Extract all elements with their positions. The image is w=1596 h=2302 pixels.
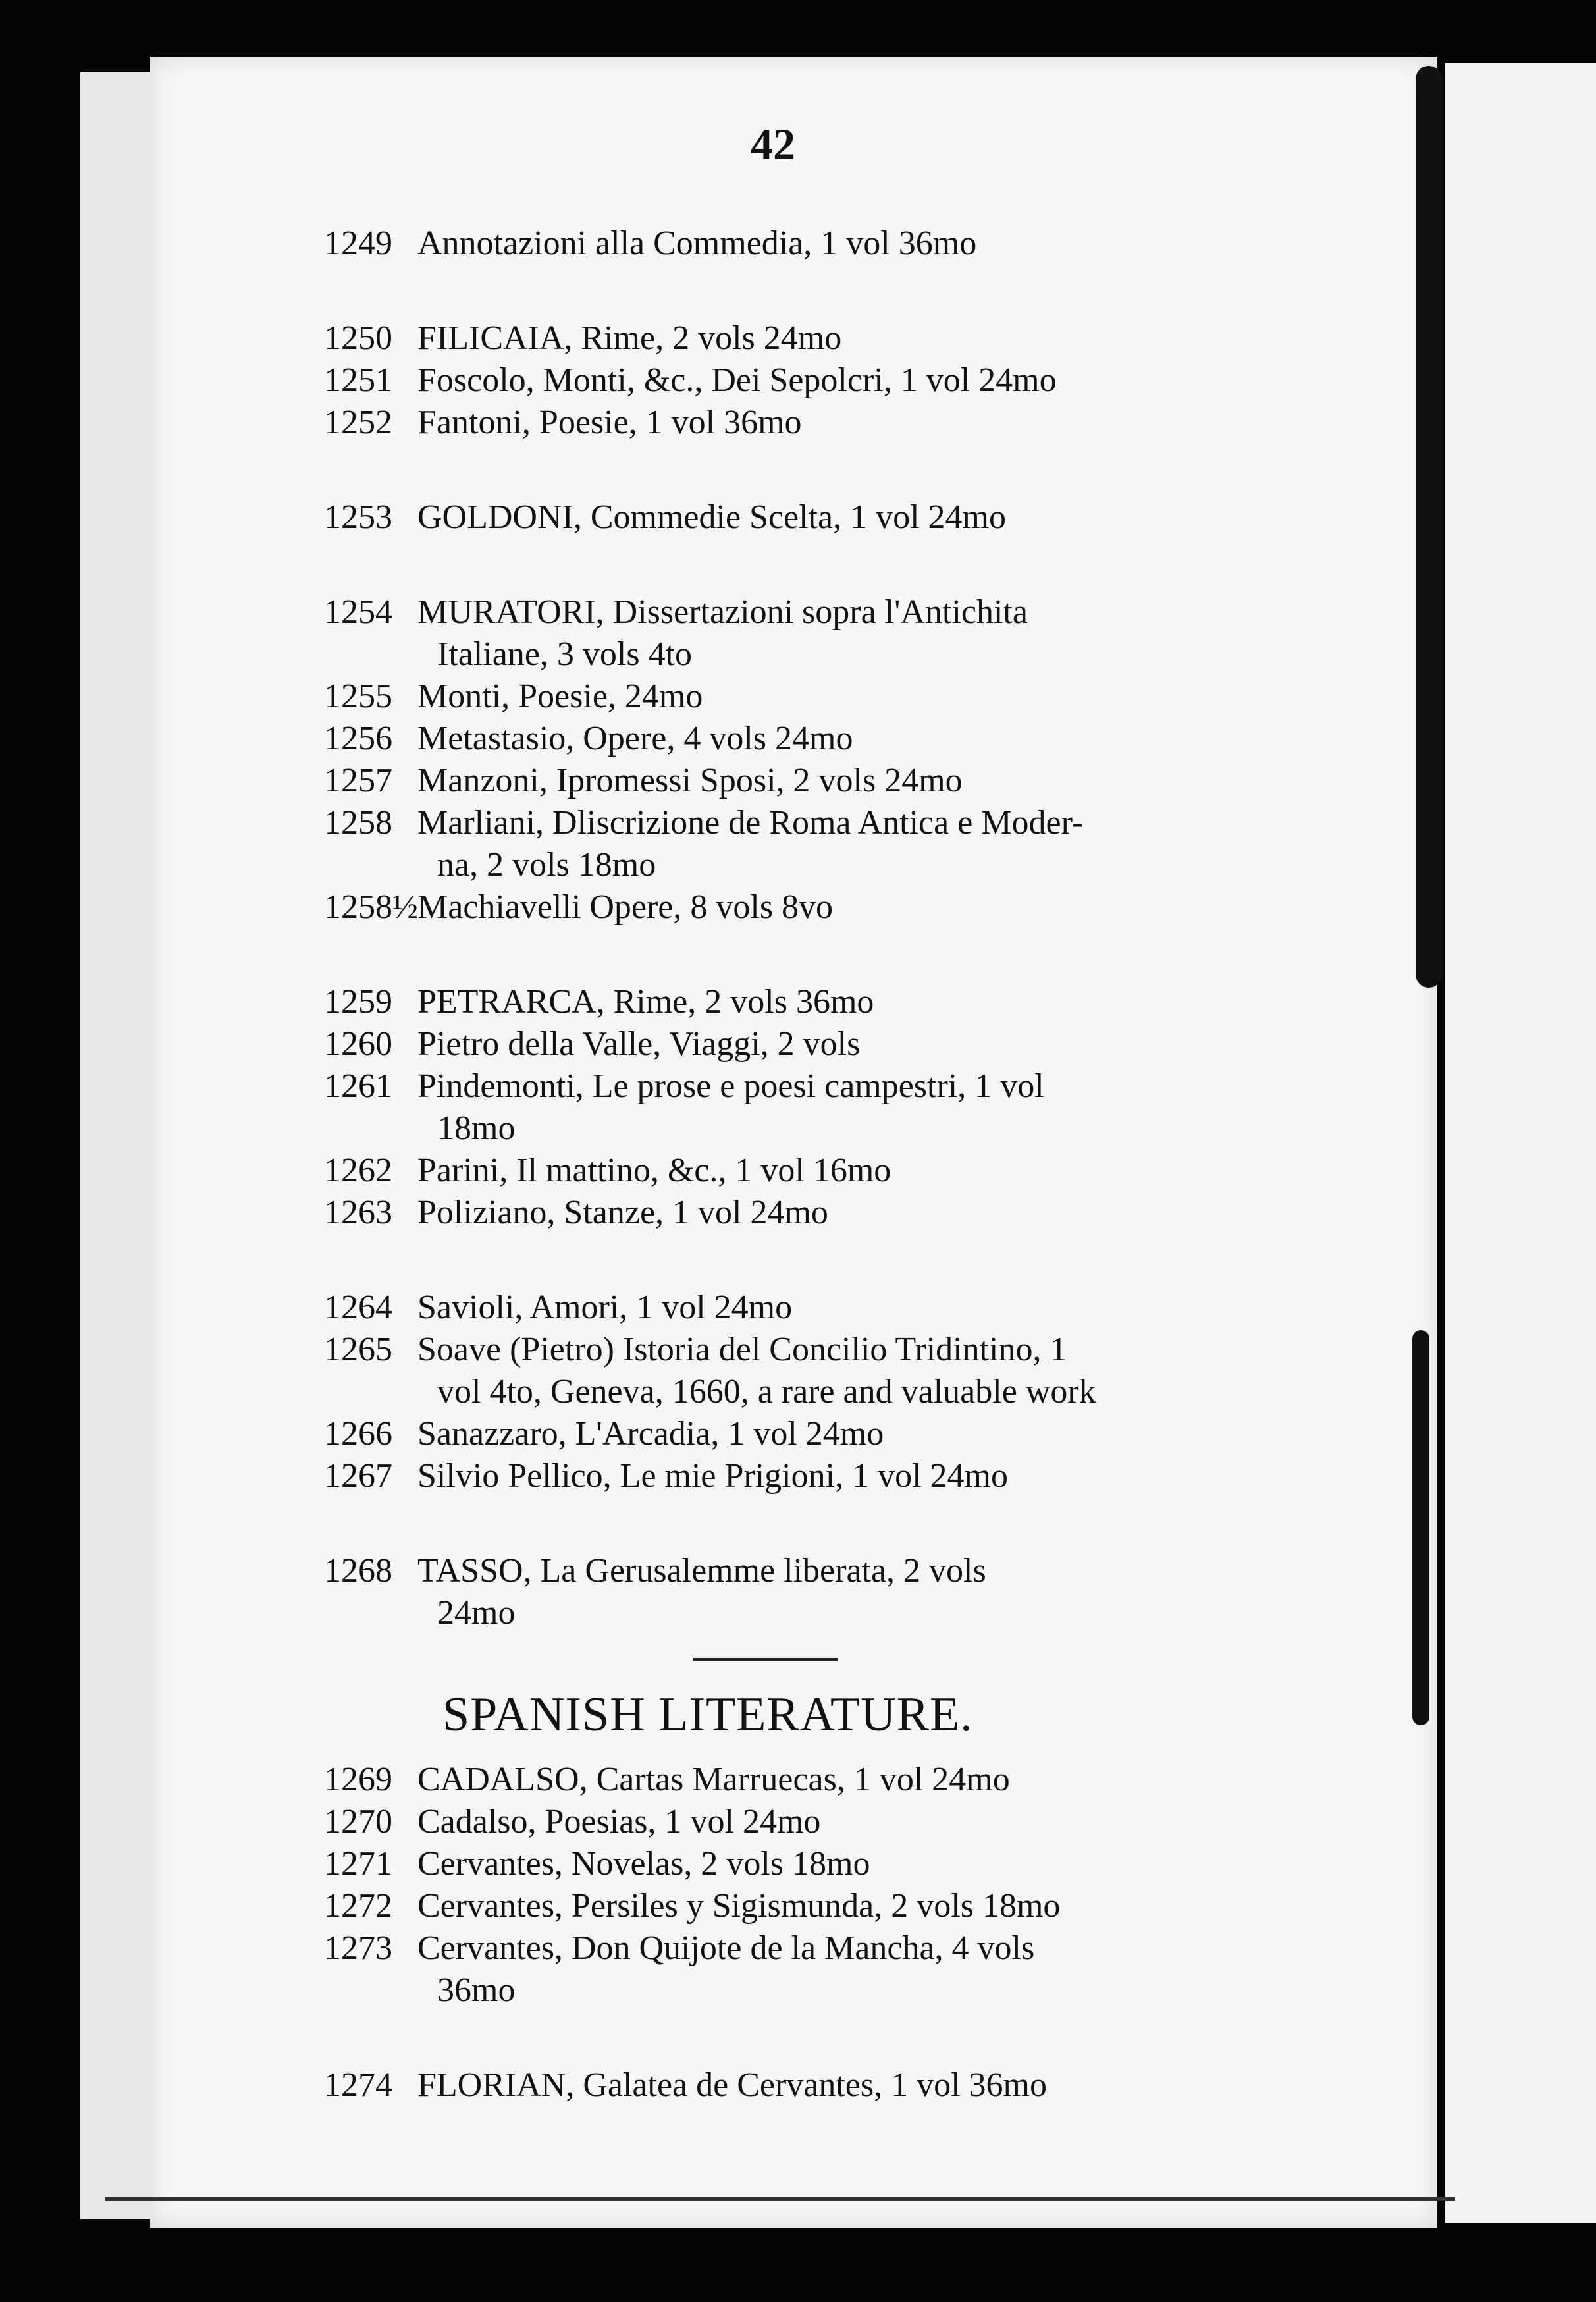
entry-title: Savioli, Amori, 1 vol 24mo xyxy=(417,1289,793,1326)
entry-title: Cervantes, Persiles y Sigismunda, 2 vols 18mo xyxy=(417,1887,1061,1925)
catalog-entry xyxy=(324,1150,1219,1192)
entry-continuation: vol 4to, Geneva, 1660, a rare and valuable work xyxy=(437,1373,1096,1410)
entry-number: 1270 xyxy=(324,1803,392,1840)
entry-title: Monti, Poesie, 24mo xyxy=(417,678,703,715)
entry-number: 1263 xyxy=(324,1194,392,1231)
entry-number: 1264 xyxy=(324,1289,392,1326)
entry-description xyxy=(416,1065,1219,1150)
entry-number: 1258½ xyxy=(324,888,418,926)
entry-description xyxy=(416,1455,1219,1497)
entry-number: 1257 xyxy=(324,762,392,799)
entry-group-gap xyxy=(324,539,1219,591)
entry-title: CADALSO, Cartas Marruecas, 1 vol 24mo xyxy=(417,1761,1010,1798)
entry-number: 1259 xyxy=(324,983,392,1021)
entry-title: Foscolo, Monti, &c., Dei Sepolcri, 1 vol 24mo xyxy=(417,361,1057,399)
entry-title: Marliani, Dliscrizione de Roma Antica e Moder- xyxy=(417,804,1084,842)
entry-title: Annotazioni alla Commedia, 1 vol 36mo xyxy=(417,225,977,262)
entry-description xyxy=(416,317,1219,360)
entry-title: Poliziano, Stanze, 1 vol 24mo xyxy=(417,1194,828,1231)
entry-title: Cadalso, Poesias, 1 vol 24mo xyxy=(417,1803,821,1840)
entry-number: 1274 xyxy=(324,2066,392,2104)
entry-description xyxy=(416,981,1219,1023)
entry-group-gap xyxy=(324,928,1219,981)
catalog-entry xyxy=(324,317,1219,360)
entry-title: PETRARCA, Rime, 2 vols 36mo xyxy=(417,983,874,1021)
entry-description xyxy=(416,1150,1219,1192)
entry-number: 1268 xyxy=(324,1552,392,1590)
entry-description xyxy=(416,1287,1219,1329)
entry-description xyxy=(416,1329,1219,1413)
spanish-entries xyxy=(324,1759,1219,2106)
catalog-entry xyxy=(324,1927,1219,2012)
entry-description xyxy=(416,591,1219,676)
entry-number: 1271 xyxy=(324,1845,392,1883)
entry-description xyxy=(416,1801,1219,1843)
catalog-entry xyxy=(324,1801,1219,1843)
catalog-entry xyxy=(324,886,1219,928)
catalog-entry xyxy=(324,1455,1219,1497)
entry-continuation: na, 2 vols 18mo xyxy=(437,846,656,884)
catalog-entry xyxy=(324,1023,1219,1065)
entry-number: 1272 xyxy=(324,1887,392,1925)
entry-number: 1251 xyxy=(324,361,392,399)
entry-title: Pindemonti, Le prose e poesi campestri, 1 vol xyxy=(417,1067,1044,1105)
entry-title: TASSO, La Gerusalemme liberata, 2 vols xyxy=(417,1552,986,1590)
entry-title: Soave (Pietro) Istoria del Concilio Tridintino, 1 xyxy=(417,1331,1067,1368)
catalog-entry xyxy=(324,1843,1219,1885)
entry-continuation: 36mo xyxy=(437,1971,516,2009)
entry-number: 1250 xyxy=(324,319,392,357)
entry-title: Machiavelli Opere, 8 vols 8vo xyxy=(417,888,834,926)
entry-description xyxy=(416,760,1219,802)
entry-title: Silvio Pellico, Le mie Prigioni, 1 vol 24mo xyxy=(417,1457,1008,1495)
catalog-entry xyxy=(324,1550,1219,1634)
entry-title: FILICAIA, Rime, 2 vols 24mo xyxy=(417,319,842,357)
entry-description xyxy=(416,1759,1219,1801)
entry-continuation: 18mo xyxy=(437,1110,516,1147)
catalog-entry xyxy=(324,1759,1219,1801)
entry-number: 1265 xyxy=(324,1331,392,1368)
binding-shadow xyxy=(1416,66,1442,988)
entry-description xyxy=(416,360,1219,402)
entry-description xyxy=(416,1413,1219,1455)
catalog-entry xyxy=(324,360,1219,402)
entry-description xyxy=(416,1550,1219,1634)
entry-description xyxy=(416,223,1219,265)
entry-description xyxy=(416,402,1219,444)
entry-number: 1255 xyxy=(324,678,392,715)
entry-title: Sanazzaro, L'Arcadia, 1 vol 24mo xyxy=(417,1415,884,1453)
entry-number: 1252 xyxy=(324,404,392,441)
entry-description xyxy=(416,802,1219,886)
section-divider xyxy=(693,1658,838,1661)
entry-group-gap xyxy=(324,265,1219,317)
entry-number: 1260 xyxy=(324,1025,392,1063)
entry-number: 1253 xyxy=(324,498,392,536)
entry-description xyxy=(416,1927,1219,2012)
entry-description xyxy=(416,1023,1219,1065)
catalog-entries xyxy=(324,223,1219,2106)
entry-number: 1254 xyxy=(324,593,392,631)
catalog-entry xyxy=(324,1329,1219,1413)
entry-group-gap xyxy=(324,2012,1219,2064)
catalog-entry xyxy=(324,402,1219,444)
binding-shadow-lower xyxy=(1412,1330,1429,1725)
entry-description xyxy=(416,886,1219,928)
entry-title: GOLDONI, Commedie Scelta, 1 vol 24mo xyxy=(417,498,1006,536)
entry-description xyxy=(416,1885,1219,1927)
facing-page-edge xyxy=(1445,63,1596,2223)
entry-description xyxy=(416,496,1219,539)
entry-number: 1256 xyxy=(324,720,392,757)
entry-title: Cervantes, Novelas, 2 vols 18mo xyxy=(417,1845,870,1883)
entry-number: 1261 xyxy=(324,1067,392,1105)
entry-number: 1269 xyxy=(324,1761,392,1798)
entry-title: Metastasio, Opere, 4 vols 24mo xyxy=(417,720,853,757)
entry-continuation: 24mo xyxy=(437,1594,516,1632)
entry-title: Parini, Il mattino, &c., 1 vol 16mo xyxy=(417,1152,891,1189)
catalog-entry xyxy=(324,1065,1219,1150)
entry-title: Fantoni, Poesie, 1 vol 36mo xyxy=(417,404,802,441)
entry-description xyxy=(416,718,1219,760)
catalog-entry xyxy=(324,1287,1219,1329)
entry-description xyxy=(416,1843,1219,1885)
entry-number: 1258 xyxy=(324,804,392,842)
catalog-entry xyxy=(324,1885,1219,1927)
catalog-entry xyxy=(324,496,1219,539)
entry-number: 1267 xyxy=(324,1457,392,1495)
catalog-entry xyxy=(324,1413,1219,1455)
italian-entries xyxy=(324,223,1219,1634)
entry-number: 1266 xyxy=(324,1415,392,1453)
entry-group-gap xyxy=(324,1234,1219,1287)
entry-continuation: Italiane, 3 vols 4to xyxy=(437,635,693,673)
section-heading: SPANISH LITERATURE. xyxy=(442,1688,973,1742)
catalog-entry xyxy=(324,760,1219,802)
entry-description xyxy=(416,676,1219,718)
entry-title: Manzoni, Ipromessi Sposi, 2 vols 24mo xyxy=(417,762,963,799)
catalog-entry xyxy=(324,981,1219,1023)
entry-number: 1249 xyxy=(324,225,392,262)
entry-group-gap xyxy=(324,444,1219,496)
page-bottom-edge xyxy=(105,2197,1455,2201)
previous-page-edge xyxy=(80,72,154,2219)
entry-title: FLORIAN, Galatea de Cervantes, 1 vol 36mo xyxy=(417,2066,1048,2104)
catalog-entry xyxy=(324,802,1219,886)
entry-description xyxy=(416,1192,1219,1234)
entry-group-gap xyxy=(324,1497,1219,1550)
entry-title: MURATORI, Dissertazioni sopra l'Antichita xyxy=(417,593,1028,631)
entry-number: 1273 xyxy=(324,1929,392,1967)
catalog-entry xyxy=(324,591,1219,676)
entry-description xyxy=(416,2064,1219,2106)
catalog-entry xyxy=(324,676,1219,718)
catalog-entry xyxy=(324,1192,1219,1234)
entry-number: 1262 xyxy=(324,1152,392,1189)
entry-title: Pietro della Valle, Viaggi, 2 vols xyxy=(417,1025,861,1063)
catalog-entry xyxy=(324,2064,1219,2106)
catalog-entry xyxy=(324,718,1219,760)
entry-title: Cervantes, Don Quijote de la Mancha, 4 vols xyxy=(417,1929,1035,1967)
catalog-entry xyxy=(324,223,1219,265)
page-number: 42 xyxy=(751,119,795,169)
